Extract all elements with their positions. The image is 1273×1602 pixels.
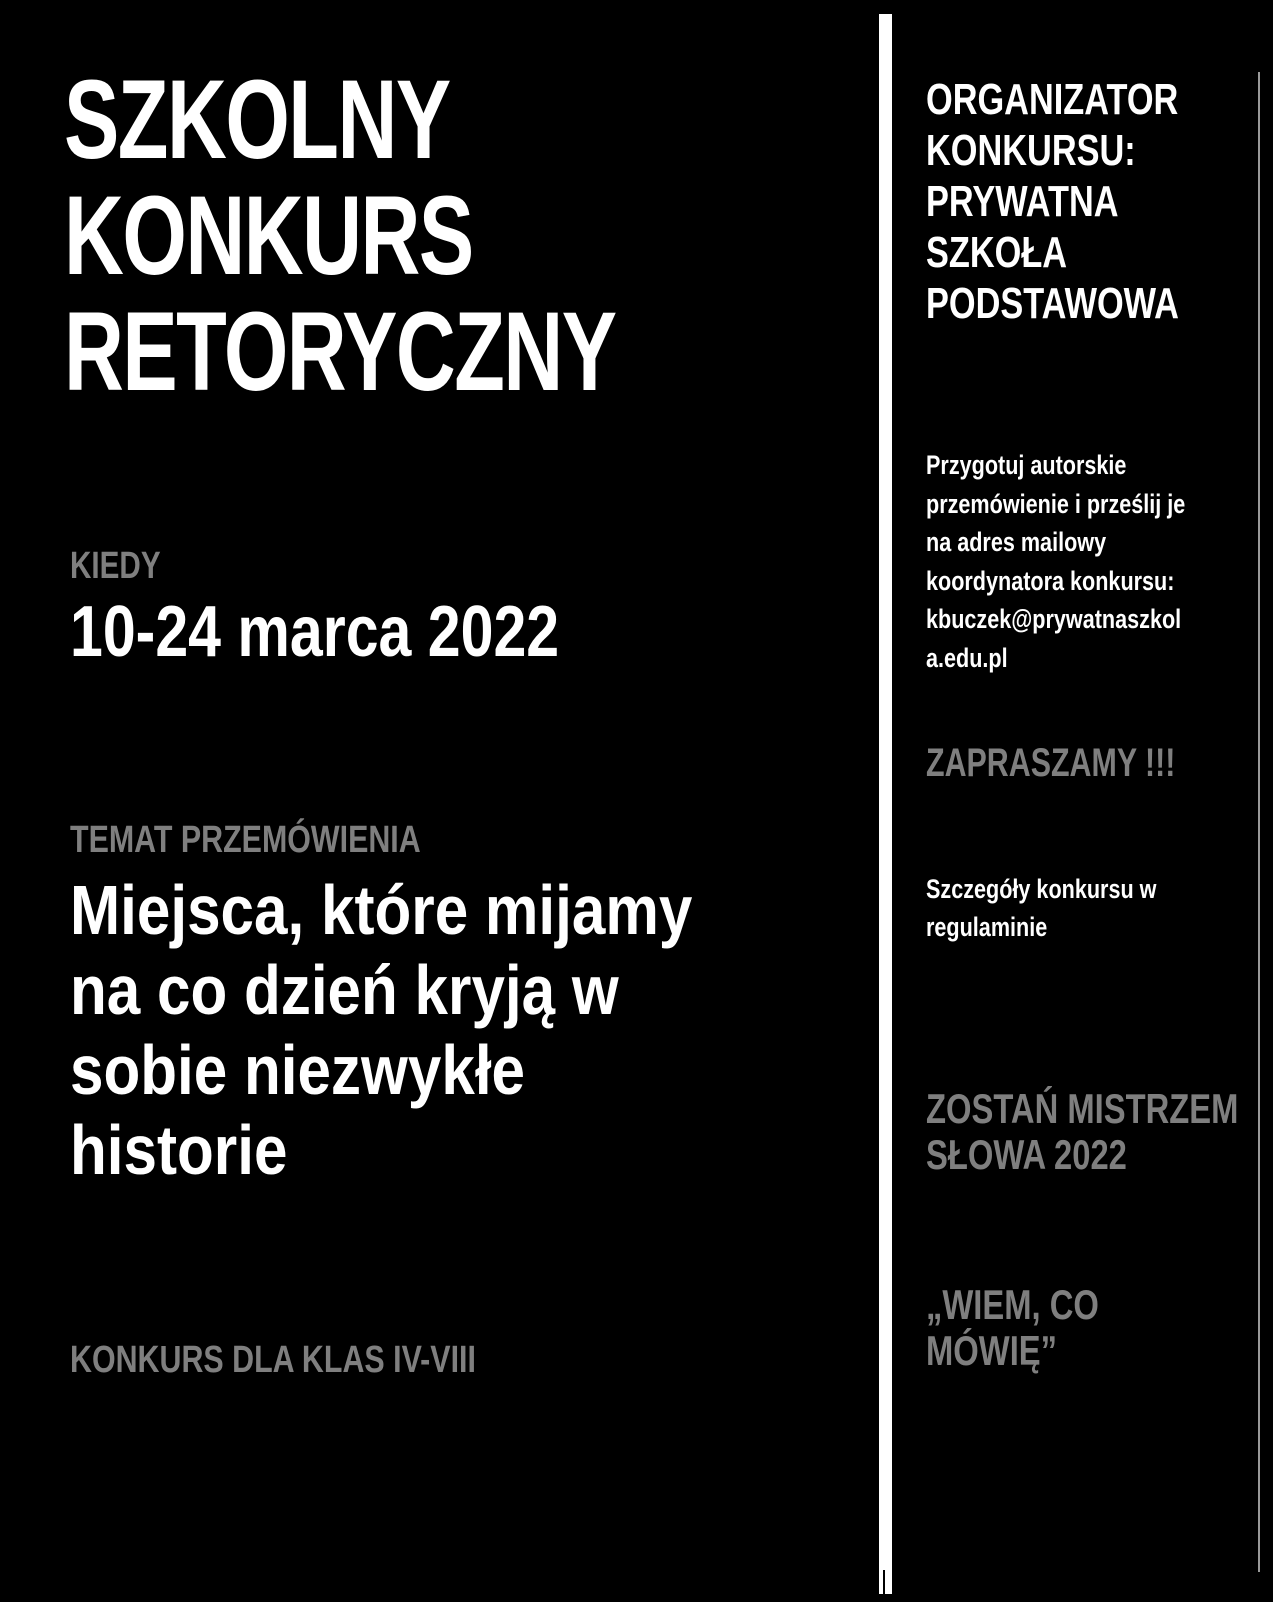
quote-line-1: „WIEM, CO — [926, 1281, 1099, 1328]
divider-notch — [883, 1570, 885, 1594]
topic-label: TEMAT PRZEMÓWIENIA — [70, 819, 421, 861]
master-slogan — [926, 1086, 1238, 1178]
quote-line-2: MÓWIĘ” — [926, 1327, 1058, 1374]
email-line-1[interactable]: kbuczek@prywatnaszkol — [926, 604, 1182, 634]
when-date: 10-24 marca 2022 — [70, 592, 560, 672]
topic-line-1: Miejsca, które mijamy — [70, 871, 693, 949]
column-divider — [879, 14, 892, 1594]
main-title — [64, 57, 616, 414]
organizer-block — [926, 74, 1179, 329]
quote-slogan — [926, 1282, 1099, 1374]
title-line-2: KONKURS — [64, 173, 473, 298]
rules-note — [926, 870, 1156, 946]
master-line-1: ZOSTAŃ MISTRZEM — [926, 1085, 1239, 1132]
title-line-1: SZKOLNY — [64, 57, 450, 182]
title-line-3: RETORYCZNY — [64, 289, 616, 414]
info-line-2: przemówienie i prześlij je — [926, 488, 1186, 519]
organizer-line-3: PRYWATNA — [926, 177, 1119, 226]
right-edge-line — [1258, 72, 1260, 1572]
organizer-line-2: KONKURSU: — [926, 126, 1136, 175]
organizer-line-1: ORGANIZATOR — [926, 75, 1179, 124]
info-line-1: Przygotuj autorskie — [926, 450, 1127, 480]
rules-line-2: regulaminie — [926, 912, 1048, 942]
organizer-line-4: SZKOŁA — [926, 228, 1068, 277]
rules-line-1: Szczegóły konkursu w — [926, 874, 1157, 904]
master-line-2: SŁOWA 2022 — [926, 1131, 1127, 1178]
topic-line-4: historie — [70, 1111, 288, 1189]
invite-text: ZAPRASZAMY !!! — [926, 741, 1176, 785]
submission-info — [926, 446, 1185, 677]
classes-info: KONKURS DLA KLAS IV-VIII — [70, 1339, 476, 1381]
topic-line-3: sobie niezwykłe — [70, 1031, 526, 1109]
info-line-4: koordynatora konkursu: — [926, 565, 1175, 596]
topic-text — [70, 870, 692, 1190]
email-line-2[interactable]: a.edu.pl — [926, 642, 1008, 673]
topic-line-2: na co dzień kryją w — [70, 951, 619, 1029]
organizer-line-5: PODSTAWOWA — [926, 279, 1179, 328]
when-label: KIEDY — [70, 545, 161, 587]
info-line-3: na adres mailowy — [926, 527, 1107, 557]
